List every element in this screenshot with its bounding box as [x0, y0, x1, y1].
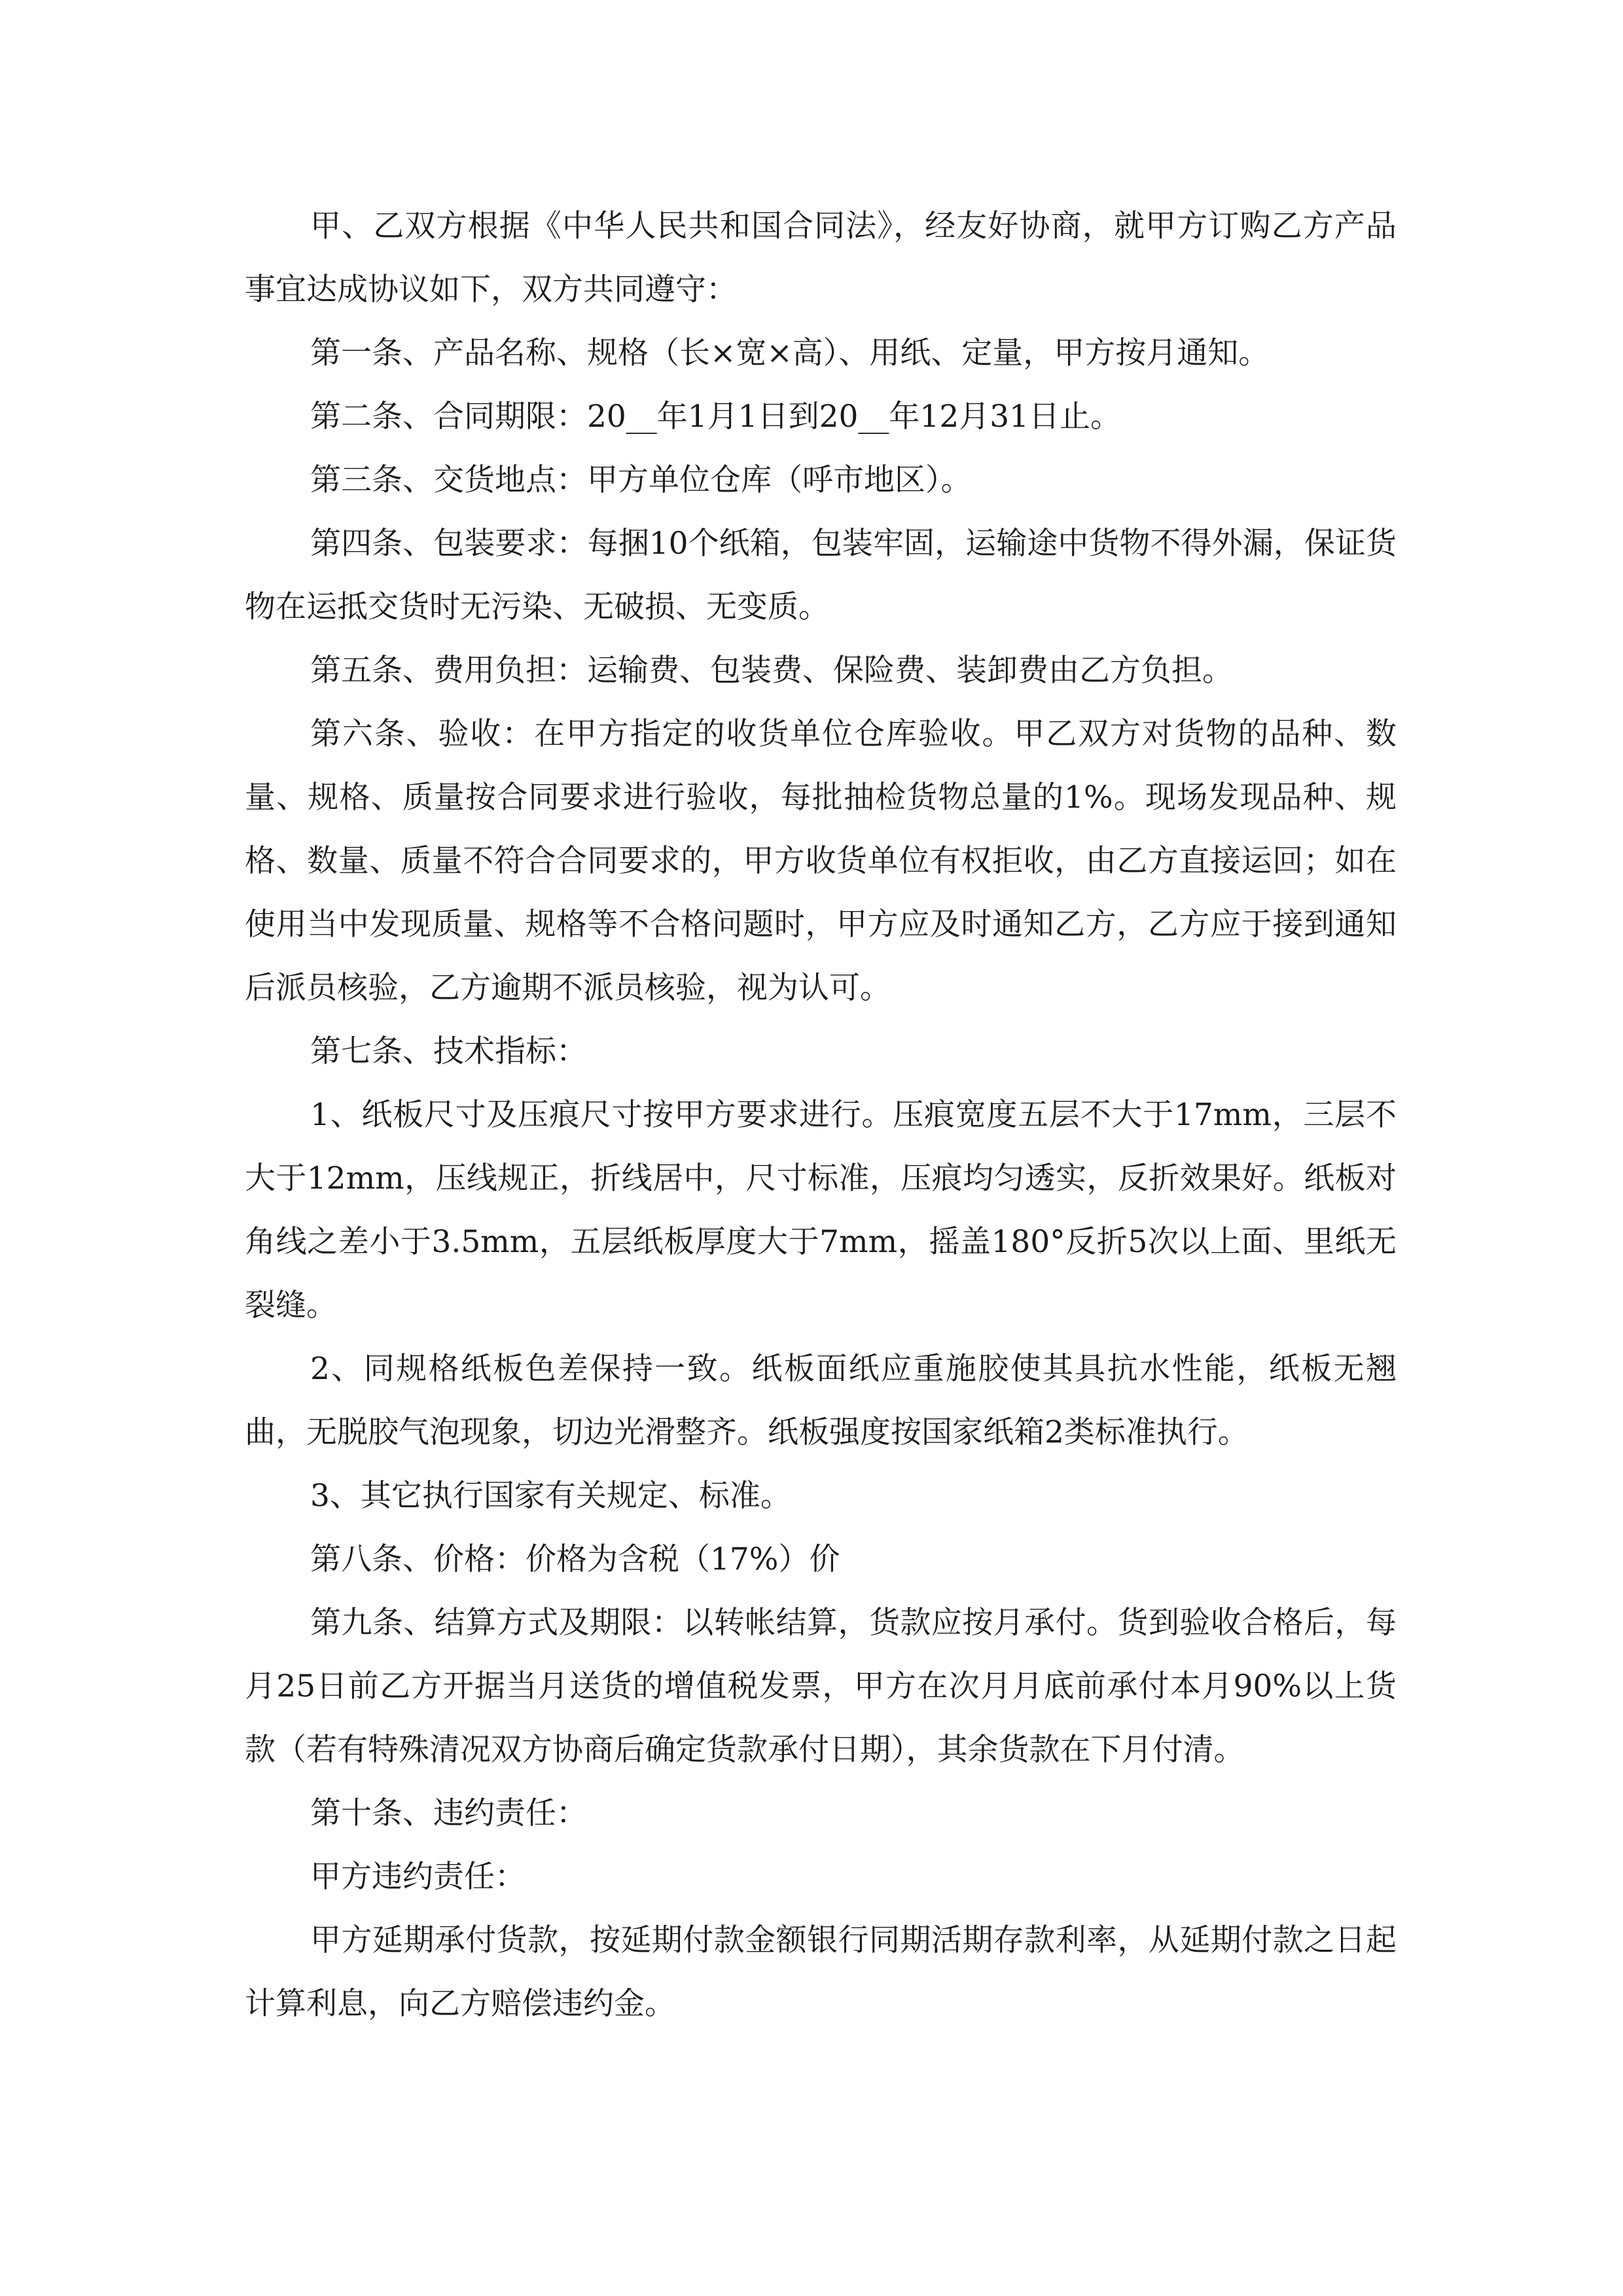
- paragraph-party-a-liability: 甲方延期承付货款，按延期付款金额银行同期活期存款利率，从延期付款之日起计算利息，向乙方赔偿违约金。: [245, 1922, 1397, 2022]
- paragraph-article-7: 第七条、技术指标：: [310, 1033, 587, 1069]
- paragraph-article-8: 第八条、价格：价格为含税（17%）价: [310, 1541, 840, 1577]
- paragraph-spec-3: 3、其它执行国家有关规定、标准。: [310, 1478, 791, 1514]
- paragraph-spec-2: 2、同规格纸板色差保持一致。纸板面纸应重施胶使其具抗水性能，纸板无翘曲，无脱胶气泡现象，切边光滑整齐。纸板强度按国家纸箱2类标准执行。: [245, 1351, 1397, 1450]
- contract-body: [245, 194, 1397, 2036]
- paragraph-spec-1: 1、纸板尺寸及压痕尺寸按甲方要求进行。压痕宽度五层不大于17mm，三层不大于12mm，压线规正，折线居中，尺寸标准，压痕均匀透实，反折效果好。纸板对角线之差小于3.5mm，五层纸板厚度大于7mm，摇盖180°反折5次以上面、里纸无裂缝。: [245, 1097, 1397, 1323]
- paragraph-article-2: 第二条、合同期限：20__年1月1日到20__年12月31日止。: [310, 399, 1122, 435]
- paragraph-article-4: 第四条、包装要求：每捆10个纸箱，包装牢固，运输途中货物不得外漏，保证货物在运抵交货时无污染、无破损、无变质。: [245, 526, 1397, 625]
- paragraph-article-5: 第五条、费用负担：运输费、包装费、保险费、装卸费由乙方负担。: [310, 653, 1233, 689]
- paragraph-article-3: 第三条、交货地点：甲方单位仓库（呼市地区）。: [310, 462, 972, 498]
- paragraph-intro: 甲、乙双方根据《中华人民共和国合同法》，经友好协商，就甲方订购乙方产品事宜达成协议如下，双方共同遵守：: [245, 208, 1397, 308]
- paragraph-article-9: 第九条、结算方式及期限：以转帐结算，货款应按月承付。货到验收合格后，每月25日前乙方开据当月送货的增值税发票，甲方在次月月底前承付本月90%以上货款（若有特殊清况双方协商后确定货款承付日期），其余货款在下月付清。: [245, 1605, 1397, 1768]
- paragraph-article-6: 第六条、验收：在甲方指定的收货单位仓库验收。甲乙双方对货物的品种、数量、规格、质量按合同要求进行验收，每批抽检货物总量的1%。现场发现品种、规格、数量、质量不符合合同要求的，甲方收货单位有权拒收，由乙方直接运回；如在使用当中发现质量、规格等不合格问题时，甲方应及时通知乙方，乙方应于接到通知后派员核验，乙方逾期不派员核验，视为认可。: [245, 716, 1397, 1006]
- paragraph-article-10: 第十条、违约责任：: [310, 1795, 587, 1831]
- paragraph-article-1: 第一条、产品名称、规格（长×宽×高）、用纸、定量，甲方按月通知。: [310, 335, 1270, 371]
- paragraph-party-a-liability-heading: 甲方违约责任：: [310, 1859, 526, 1895]
